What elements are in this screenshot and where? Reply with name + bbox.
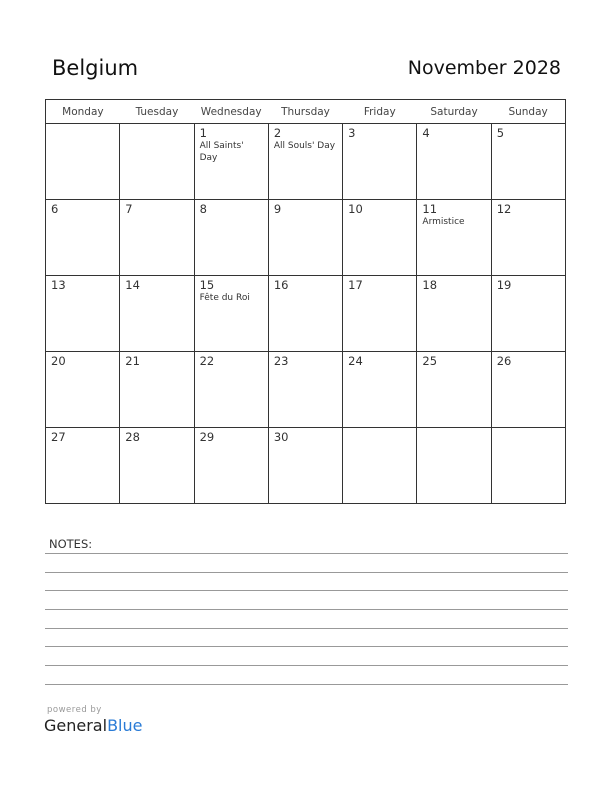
day-cell — [194, 276, 268, 352]
note-line — [45, 590, 568, 591]
day-cell — [194, 352, 268, 428]
day-number: 4 — [422, 126, 430, 140]
note-line — [45, 572, 568, 573]
day-number: 16 — [273, 278, 289, 292]
day-cell — [417, 124, 491, 200]
day-cell — [120, 200, 194, 276]
day-cell — [268, 124, 342, 200]
day-cell — [46, 428, 120, 504]
day-cell — [491, 124, 565, 200]
weekday-tuesday: Tuesday — [120, 100, 194, 124]
day-cell — [417, 276, 491, 352]
day-cell — [343, 352, 417, 428]
day-cell — [343, 276, 417, 352]
weekday-friday: Friday — [343, 100, 417, 124]
day-cell — [417, 352, 491, 428]
day-cell — [491, 276, 565, 352]
holiday-label: All Souls' Day — [273, 141, 336, 151]
day-cell — [46, 352, 120, 428]
day-cell — [46, 124, 120, 200]
day-cell — [120, 276, 194, 352]
day-number: 8 — [199, 202, 207, 216]
day-number: 1 — [199, 126, 207, 140]
brand-general: General — [44, 716, 108, 735]
day-number: 11 — [422, 202, 438, 216]
day-cell — [120, 352, 194, 428]
note-line — [45, 646, 568, 647]
day-number: 9 — [273, 202, 282, 216]
day-number: 24 — [348, 354, 363, 368]
day-number: 15 — [199, 278, 215, 292]
day-cell — [46, 276, 120, 352]
weekday-header-row — [46, 100, 566, 124]
day-cell — [120, 124, 194, 200]
note-line — [45, 628, 568, 629]
calendar-grid — [45, 99, 566, 504]
day-number: 23 — [273, 354, 289, 368]
day-number: 3 — [348, 126, 356, 140]
day-number: 29 — [199, 430, 215, 444]
day-cell — [268, 428, 342, 504]
day-number: 21 — [125, 354, 140, 368]
day-number: 5 — [496, 126, 505, 140]
brand-blue: Blue — [107, 716, 143, 735]
note-line — [45, 684, 568, 685]
week-row — [46, 276, 566, 352]
day-cell — [343, 200, 417, 276]
weekday-saturday: Saturday — [417, 100, 491, 124]
day-number: 2 — [273, 126, 282, 140]
day-cell — [491, 352, 565, 428]
week-row — [46, 124, 566, 200]
day-number: 12 — [496, 202, 512, 216]
generalblue-logo — [44, 716, 142, 735]
month-title: November 2028 — [407, 57, 561, 79]
day-cell — [268, 352, 342, 428]
week-row — [46, 428, 566, 504]
day-cell — [194, 124, 268, 200]
day-cell — [343, 428, 417, 504]
week-row — [46, 200, 566, 276]
day-cell — [491, 428, 565, 504]
day-number: 14 — [125, 278, 140, 292]
day-cell — [120, 428, 194, 504]
day-number: 18 — [422, 278, 438, 292]
note-line — [45, 553, 568, 554]
day-number: 20 — [51, 354, 66, 368]
notes-label: NOTES: — [49, 537, 93, 551]
day-cell — [343, 124, 417, 200]
day-cell — [491, 200, 565, 276]
day-number: 22 — [199, 354, 215, 368]
weekday-wednesday: Wednesday — [194, 100, 268, 124]
holiday-label: Armistice — [422, 217, 465, 227]
day-number: 6 — [51, 202, 59, 216]
day-number: 19 — [496, 278, 512, 292]
note-line — [45, 609, 568, 610]
day-number: 27 — [51, 430, 66, 444]
day-number: 26 — [496, 354, 512, 368]
note-line — [45, 665, 568, 666]
day-cell — [417, 200, 491, 276]
day-number: 13 — [51, 278, 66, 292]
powered-by-text: powered by — [47, 705, 102, 715]
day-number: 10 — [348, 202, 363, 216]
day-number: 28 — [125, 430, 140, 444]
day-cell — [417, 428, 491, 504]
holiday-label: Fête du Roi — [199, 293, 250, 303]
weekday-sunday: Sunday — [491, 100, 565, 124]
country-title: Belgium — [52, 56, 139, 80]
day-number: 17 — [348, 278, 363, 292]
week-row — [46, 352, 566, 428]
day-number: 30 — [273, 430, 289, 444]
weekday-monday: Monday — [46, 100, 120, 124]
day-cell — [46, 200, 120, 276]
day-number: 7 — [125, 202, 133, 216]
day-number: 25 — [422, 354, 438, 368]
day-cell — [268, 276, 342, 352]
day-cell — [194, 428, 268, 504]
holiday-label: All Saints' Day — [199, 141, 244, 163]
day-cell — [268, 200, 342, 276]
weekday-thursday: Thursday — [268, 100, 342, 124]
day-cell — [194, 200, 268, 276]
